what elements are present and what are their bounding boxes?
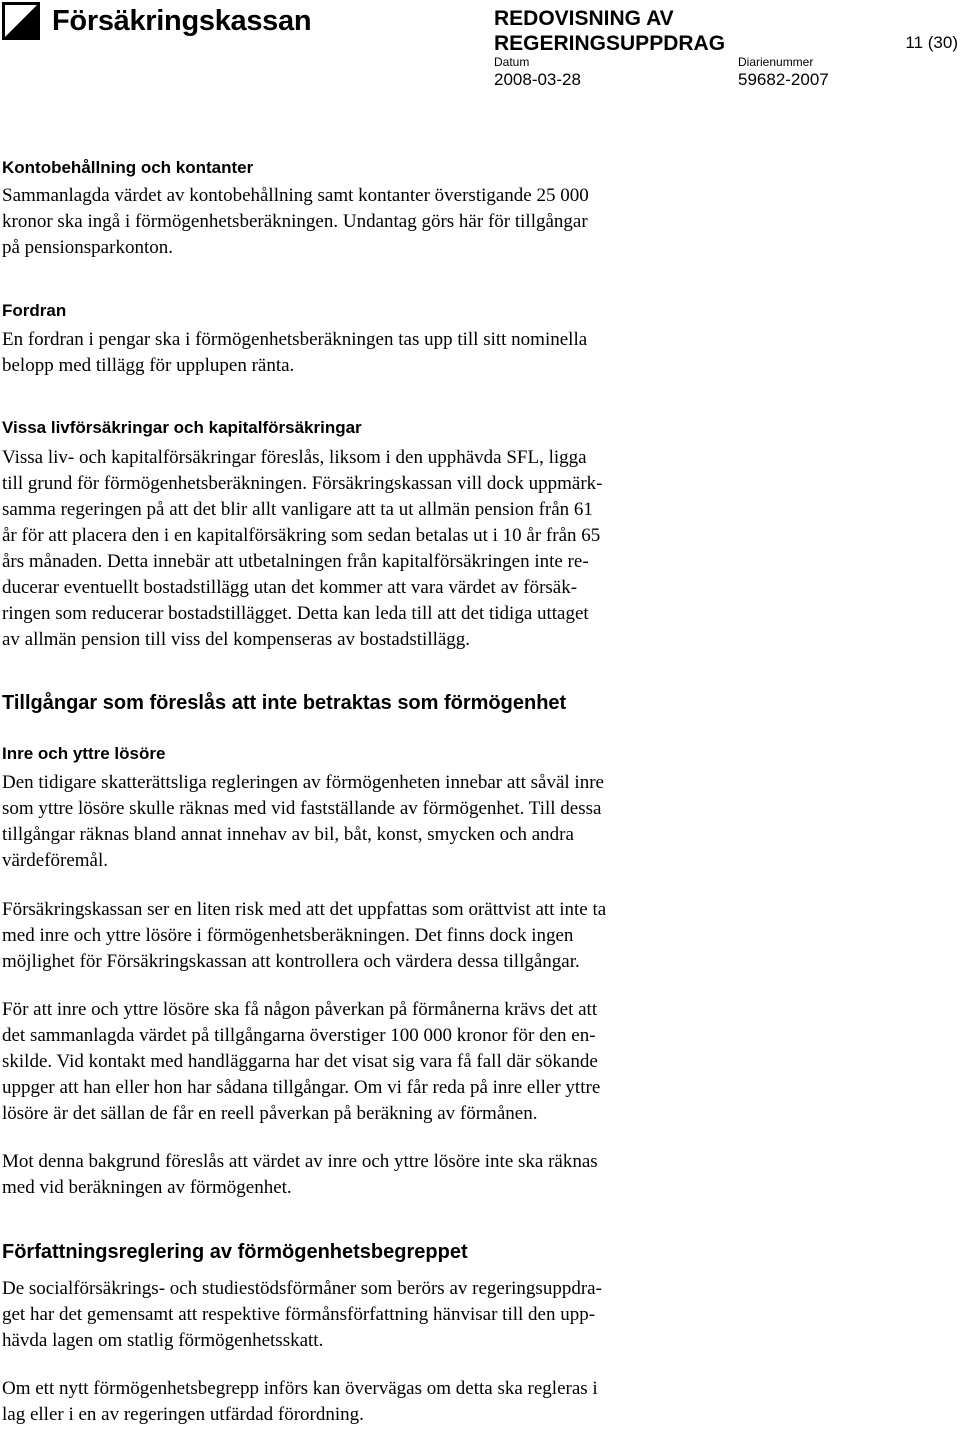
page-number: 11 (30): [905, 33, 958, 52]
document-type-line: REGERINGSUPPDRAG: [494, 32, 726, 55]
text-line: som yttre lösöre skulle räknas med vid fastställande av förmögenhet. Till dessa: [2, 798, 602, 819]
text-line: För att inre och yttre lösöre ska få någon påverkan på förmånerna krävs det att: [2, 999, 598, 1020]
document-type-line: REDOVISNING AV: [494, 7, 674, 30]
paragraph: [2, 1376, 598, 1428]
text-line: skilde. Vid kontakt med handläggarna har det visat sig vara få fall där sökande: [2, 1051, 598, 1072]
paragraph: [2, 770, 604, 874]
text-line: med vid beräkningen av förmögenhet.: [2, 1177, 292, 1198]
chapter-heading: Författningsreglering av förmögenhetsbegreppet: [2, 1241, 468, 1263]
text-line: uppger att han eller hon har sådana tillgångar. Om vi får reda på inre eller yttre: [2, 1077, 601, 1098]
text-line: En fordran i pengar ska i förmögenhetsberäkningen tas upp till sitt nominella: [2, 329, 588, 350]
text-line: ringen som reducerar bostadstillägget. Detta kan leda till att det tidiga uttaget: [2, 603, 589, 624]
section-heading: Fordran: [2, 301, 67, 320]
text-line: till grund för förmögenhetsberäkningen. Försäkringskassan vill dock uppmärk-: [2, 473, 603, 494]
text-line: Vissa liv- och kapitalförsäkringar föreslås, liksom i den upphävda SFL, ligga: [2, 447, 587, 468]
date-value: 2008-03-28: [494, 70, 581, 89]
text-line: möjlighet för Försäkringskassan att kontrollera och värdera dessa tillgångar.: [2, 951, 580, 972]
paragraph: [2, 183, 589, 261]
chapter-heading: Tillgångar som föreslås att inte betraktas som förmögenhet: [2, 692, 567, 714]
text-line: med inre och yttre lösöre i förmögenhetsberäkningen. Det finns dock ingen: [2, 925, 574, 946]
text-line: på pensionsparkonton.: [2, 237, 173, 258]
section-heading: Inre och yttre lösöre: [2, 744, 166, 763]
text-line: lag eller i en av regeringen utfärdad förordning.: [2, 1404, 364, 1425]
text-line: get har det gemensamt att respektive förmånsförfattning hänvisar till den upp-: [2, 1304, 596, 1325]
text-line: ducerar eventuellt bostadstillägg utan det kommer att vara värdet av försäk-: [2, 577, 578, 598]
text-line: Mot denna bakgrund föreslås att värdet av inre och yttre lösöre inte ska räknas: [2, 1151, 598, 1172]
date-label: Datum: [494, 55, 530, 69]
paragraph: [2, 1276, 602, 1354]
text-line: år för att placera den i en kapitalförsäkring som sedan betalas ut i 10 år från 65: [2, 525, 601, 546]
section-heading: Kontobehållning och kontanter: [2, 158, 254, 177]
paragraph: [2, 327, 587, 379]
text-line: värdeföremål.: [2, 850, 109, 871]
logo-mark-icon: [2, 2, 40, 40]
diary-number-value: 59682-2007: [738, 70, 829, 89]
text-line: Försäkringskassan ser en liten risk med att det uppfattas som orättvist att inte ta: [2, 899, 607, 920]
paragraph: [2, 897, 606, 975]
paragraph: [2, 445, 603, 653]
diary-number-label: Diarienummer: [738, 55, 814, 69]
text-line: Om ett nytt förmögenhetsbegrepp införs kan övervägas om detta ska regleras i: [2, 1378, 598, 1399]
paragraph: [2, 1149, 598, 1201]
text-line: samma regeringen på att det blir allt vanligare att ta ut allmän pension från 61: [2, 499, 593, 520]
text-line: Sammanlagda värdet av kontobehållning samt kontanter överstigande 25 000: [2, 185, 589, 206]
logo-text: Försäkringskassan: [52, 4, 312, 37]
section-heading: Vissa livförsäkringar och kapitalförsäkringar: [2, 418, 362, 437]
text-line: tillgångar räknas bland annat innehav av bil, båt, konst, smycken och andra: [2, 824, 574, 845]
text-line: kronor ska ingå i förmögenhetsberäkningen. Undantag görs här för tillgångar: [2, 211, 588, 232]
document-type: [494, 6, 725, 56]
text-line: det sammanlagda värdet på tillgångarna överstiger 100 000 kronor för den en-: [2, 1025, 596, 1046]
text-line: Den tidigare skatterättsliga regleringen av förmögenheten innebar att såväl inre: [2, 772, 604, 793]
text-line: av allmän pension till viss del kompenseras av bostadstillägg.: [2, 629, 471, 650]
text-line: års månaden. Detta innebär att utbetalningen från kapitalförsäkringen inte re-: [2, 551, 589, 572]
text-line: lösöre är det sällan de får en reell påverkan på beräkning av förmånen.: [2, 1103, 538, 1124]
paragraph: [2, 997, 600, 1127]
text-line: De socialförsäkrings- och studiestödsförmåner som berörs av regeringsuppdra-: [2, 1278, 602, 1299]
logo: [2, 2, 311, 40]
text-line: belopp med tillägg för upplupen ränta.: [2, 355, 295, 376]
text-line: hävda lagen om statlig förmögenhetsskatt.: [2, 1330, 324, 1351]
